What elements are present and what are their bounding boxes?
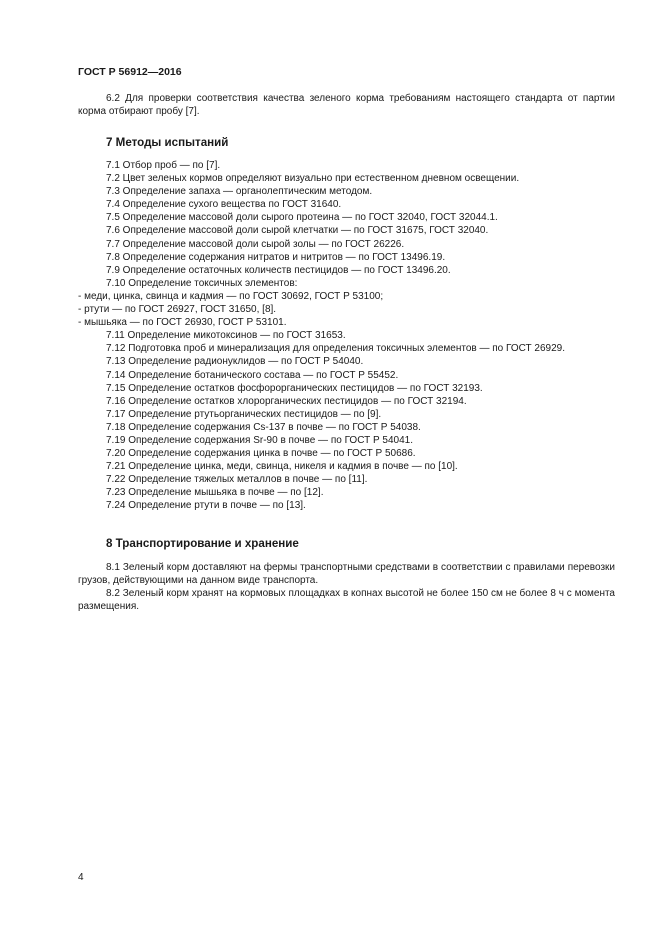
list-item: 7.4 Определение сухого вещества по ГОСТ 31640.: [106, 199, 342, 211]
list-item: 7.8 Определение содержания нитратов и нитритов — по ГОСТ 13496.19.: [106, 251, 446, 263]
section-7-list: [78, 159, 615, 513]
list-item: 7.7 Определение массовой доли сырой золы — по ГОСТ 26226.: [106, 238, 405, 250]
paragraph-8-2: 8.2 Зеленый корм хранят на кормовых площадках в копнах высотой не более 150 см не более 8 ч с момента размещения.: [78, 588, 615, 613]
sub-list-item: - ртути — по ГОСТ 26927, ГОСТ 31650, [8].: [78, 304, 277, 316]
list-item: 7.9 Определение остаточных количеств пестицидов — по ГОСТ 13496.20.: [106, 264, 451, 276]
list-item: 7.3 Определение запаха — органолептическим методом.: [106, 186, 373, 198]
sub-list-item: - меди, цинка, свинца и кадмия — по ГОСТ 30692, ГОСТ Р 53100;: [78, 290, 384, 302]
list-item: 7.18 Определение содержания Cs-137 в почве — по ГОСТ Р 54038.: [106, 421, 421, 433]
document-header: ГОСТ Р 56912—2016: [78, 66, 182, 78]
list-item: 7.11 Определение микотоксинов — по ГОСТ 31653.: [106, 330, 346, 342]
list-item: 7.16 Определение остатков хлорорганических пестицидов — по ГОСТ 32194.: [106, 395, 467, 407]
list-item: 7.5 Определение массовой доли сырого протеина — по ГОСТ 32040, ГОСТ 32044.1.: [106, 212, 498, 224]
page-number: 4: [78, 872, 84, 883]
list-item: 7.24 Определение ртути в почве — по [13].: [106, 500, 306, 512]
list-item: 7.17 Определение ртутьорганических пестицидов — по [9].: [106, 408, 382, 420]
list-item: 7.21 Определение цинка, меди, свинца, никеля и кадмия в почве — по [10].: [106, 461, 458, 473]
list-item: 7.22 Определение тяжелых металлов в почве — по [11].: [106, 474, 368, 486]
list-item: 7.14 Определение ботанического состава — по ГОСТ Р 55452.: [106, 369, 399, 381]
list-item: 7.13 Определение радионуклидов — по ГОСТ Р 54040.: [106, 356, 364, 368]
list-item: 7.1 Отбор проб — по [7].: [106, 160, 221, 171]
list-item: 7.20 Определение содержания цинка в почве — по ГОСТ Р 50686.: [106, 448, 416, 460]
list-item: 7.2 Цвет зеленых кормов определяют визуально при естественном дневном освещении.: [106, 173, 520, 185]
section-8-heading: 8 Транспортирование и хранение: [106, 537, 299, 550]
list-item: 7.23 Определение мышьяка в почве — по [12].: [106, 487, 324, 499]
paragraph-8-1: 8.1 Зеленый корм доставляют на фермы транспортными средствами в соответствии с правилами перевозки грузов, действующими на данном виде транспорта.: [78, 562, 615, 587]
list-item: 7.12 Подготовка проб и минерализация для определения токсичных элементов — по ГОСТ 26929.: [106, 343, 565, 355]
list-item: 7.15 Определение остатков фосфорорганических пестицидов — по ГОСТ 32193.: [106, 382, 483, 394]
list-item: 7.10 Определение токсичных элементов:: [106, 277, 298, 289]
list-item: 7.19 Определение содержания Sr-90 в почве — по ГОСТ Р 54041.: [106, 434, 414, 446]
paragraph-text: 6.2 Для проверки соответствия качества зеленого корма требованиям настоящего стандарта от партии корма отбирают пробу [7].: [78, 93, 615, 118]
list-item: 7.6 Определение массовой доли сырой клетчатки — по ГОСТ 31675, ГОСТ 32040.: [106, 225, 489, 237]
section-7-heading: 7 Методы испытаний: [106, 136, 229, 149]
sub-list-item: - мышьяка — по ГОСТ 26930, ГОСТ Р 53101.: [78, 317, 287, 329]
paragraph-6-2: [78, 92, 615, 118]
section-8-body: [78, 561, 615, 613]
